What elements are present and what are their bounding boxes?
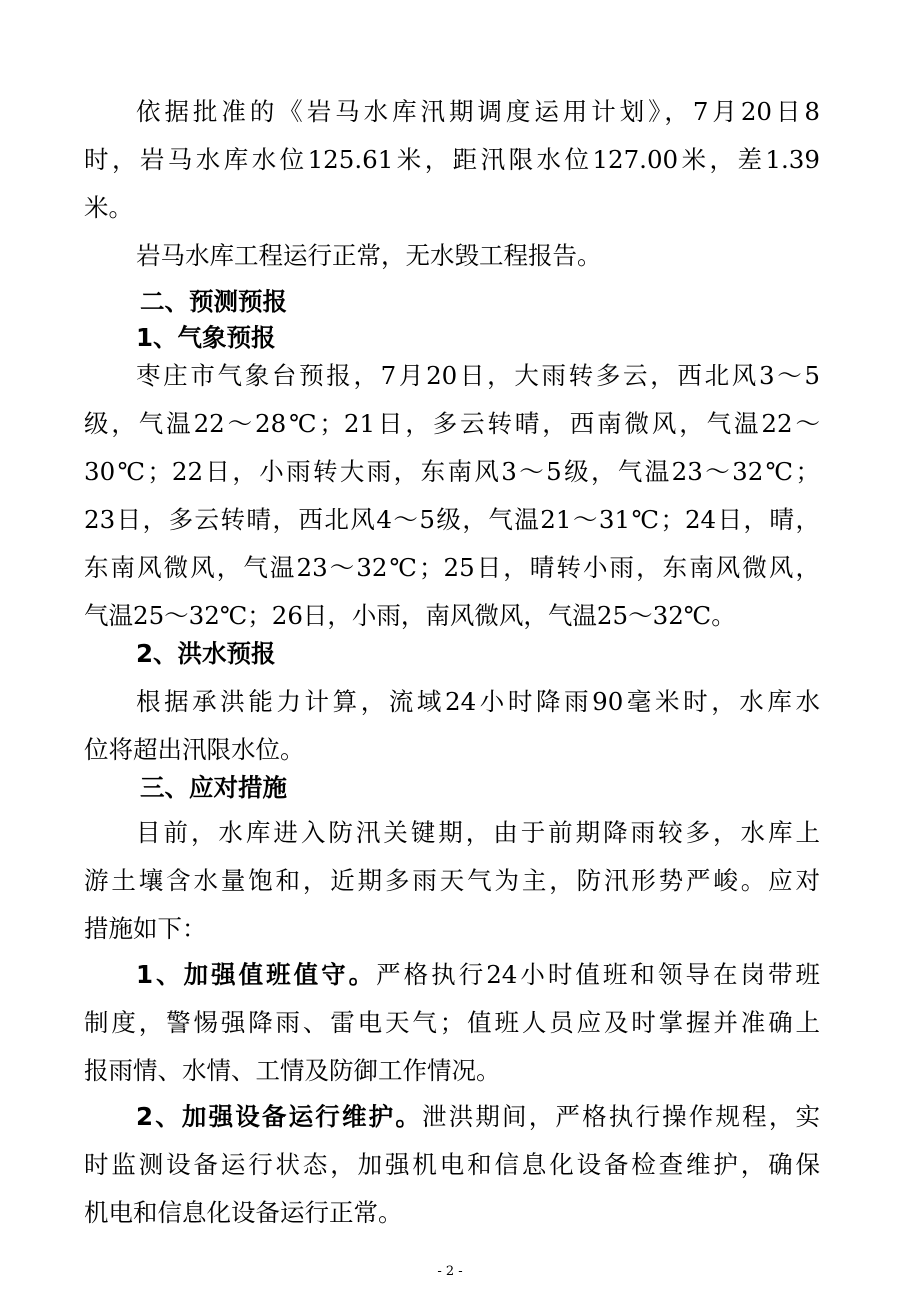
page-number: - 2 - [437, 1264, 463, 1279]
paragraph-line: 岩马水库工程运行正常，无水毁工程报告。 [136, 241, 602, 270]
paragraph-line: 枣庄市气象台预报，7月20日，大雨转多云，西北风3～5 [136, 361, 820, 390]
subsection-heading: 1、气象预报 [136, 323, 276, 352]
paragraph-line: 东南风微风，气温23～32℃；25日，晴转小雨，东南风微风， [84, 553, 820, 582]
paragraph-line: 根据承洪能力计算，流域24小时降雨90毫米时，水库水 [136, 687, 820, 716]
paragraph-line: 措施如下： [84, 914, 207, 943]
paragraph-line: 依据批准的《岩马水库汛期调度运用计划》，7月20日8 [136, 97, 820, 126]
paragraph-line: 级，气温22～28℃；21日，多云转晴，西南微风，气温22～ [84, 409, 820, 438]
paragraph-line: 位将超出汛限水位。 [84, 735, 305, 764]
paragraph-line: 23日，多云转晴，西北风4～5级，气温21～31℃；24日，晴， [84, 505, 820, 534]
paragraph-line: 30℃；22日，小雨转大雨，东南风3～5级，气温23～32℃； [84, 457, 820, 486]
paragraph-line [136, 960, 820, 990]
paragraph-line [136, 1102, 820, 1132]
paragraph-text: 严格执行24小时值班和领导在岗带班 [376, 960, 820, 989]
paragraph-line: 时监测设备运行状态，加强机电和信息化设备检查维护，确保 [84, 1150, 820, 1179]
paragraph-text: 泄洪期间，严格执行操作规程，实 [422, 1102, 820, 1131]
paragraph-line: 制度，警惕强降雨、雷电天气；值班人员应及时掌握并准确上 [84, 1008, 820, 1037]
subsection-heading: 2、洪水预报 [136, 639, 276, 668]
paragraph-line: 时，岩马水库水位125.61米，距汛限水位127.00米，差1.39 [84, 145, 820, 174]
bold-lead-text: 1、加强值班值守。 [136, 960, 377, 989]
paragraph-line: 气温25～32℃；26日，小雨，南风微风，气温25～32℃。 [84, 601, 736, 630]
paragraph-line: 目前，水库进入防汛关键期，由于前期降雨较多，水库上 [136, 818, 820, 847]
paragraph-line: 报雨情、水情、工情及防御工作情况。 [84, 1056, 501, 1085]
section-heading: 二、预测预报 [140, 287, 287, 316]
bold-lead-text: 2、加强设备运行维护。 [136, 1102, 423, 1131]
section-heading: 三、应对措施 [140, 773, 287, 802]
paragraph-line: 游土壤含水量饱和，近期多雨天气为主，防汛形势严峻。应对 [84, 866, 820, 895]
paragraph-line: 机电和信息化设备运行正常。 [84, 1198, 403, 1227]
paragraph-line: 米。 [84, 193, 133, 222]
